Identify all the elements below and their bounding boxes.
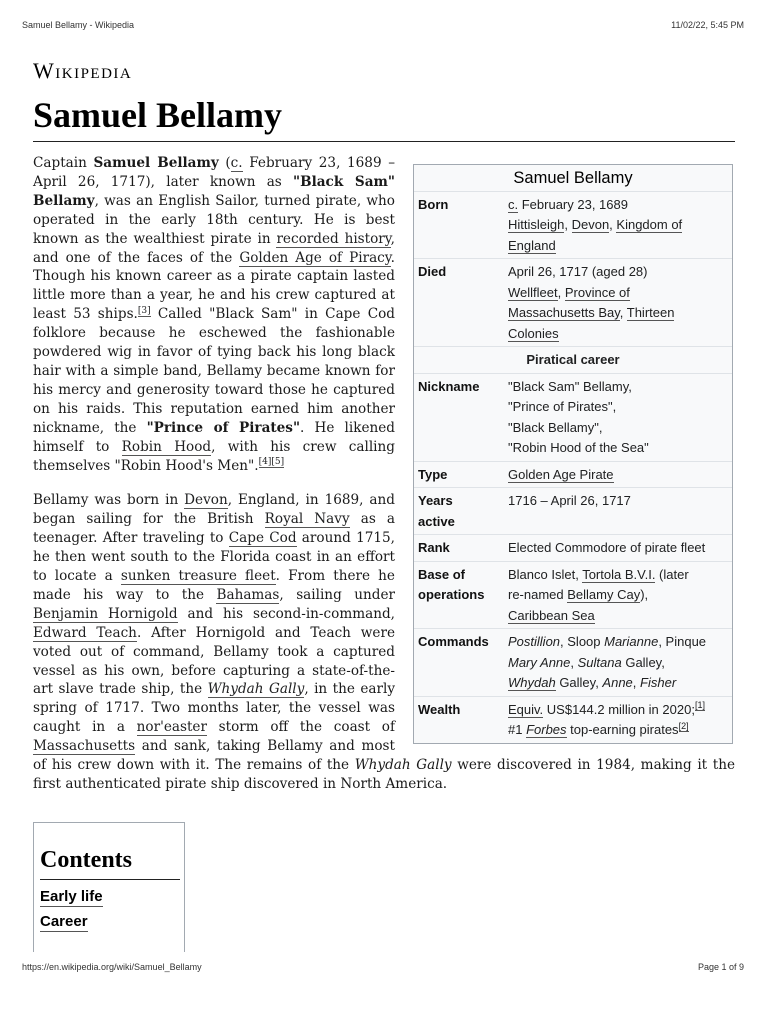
link-golden-age-of-piracy[interactable]: Golden Age of Piracy — [239, 249, 391, 266]
ref-2[interactable]: [2] — [678, 720, 689, 731]
ref-1[interactable]: [1] — [694, 700, 705, 711]
page-title: Samuel Bellamy — [33, 95, 282, 135]
toc-divider — [40, 879, 180, 880]
infobox-row-rank: Rank Elected Commodore of pirate fleet — [414, 534, 732, 561]
link-tortola[interactable]: Tortola B.V.I. — [582, 566, 656, 582]
toc-item-early-life[interactable]: Early life — [40, 888, 103, 905]
link-equiv[interactable]: Equiv. — [508, 701, 544, 717]
infobox-section-piratical-career: Piratical career — [414, 346, 732, 373]
link-province-of-massachusetts-bay[interactable]: Province of — [564, 284, 630, 300]
link-wellfleet[interactable]: Wellfleet — [508, 284, 558, 300]
infobox-row-years-active: Years active 1716 – April 26, 1717 — [414, 487, 732, 534]
table-of-contents — [33, 822, 185, 952]
link-province-of-massachusetts-bay-2[interactable]: Massachusetts Bay — [508, 305, 620, 320]
link-hittisleigh[interactable]: Hittisleigh — [508, 217, 565, 232]
early-paragraph: Bellamy was born in Devon, England, in 1689, and began sailing for the British Royal Navy as a teenager. After traveling to Cape Cod around 1715, he then went south to the Florida coast in an effort to locate a sunken treasure fleet. From there he made his way to the Bahamas, sailing under Benjamin Hornigold and his second-in-command, Edward Teach. After Hornigold and Teach were voted out of command, Bellamy took a captured vessel as his own, before capturing a state-of-the-art slave trade ship, the Whydah Gally, in the early spring of 1717. Two months later, the vessel was caught in a nor'easter storm off the coast of Massachusetts and sank, taking Bellamy and most of his crew down with it. The remains of the Whydah Gally were discovered in 1984, making it the first authenticated pirate ship discovered in North America. — [33, 492, 735, 792]
infobox-row-wealth: Wealth Equiv. US$144.2 million in 2020;[1] #1 Forbes top-earning pirates[2] — [414, 696, 732, 743]
infobox — [413, 164, 733, 744]
toc-item-career[interactable]: Career — [40, 913, 88, 930]
link-royal-navy[interactable]: Royal Navy — [264, 511, 350, 528]
link-massachusetts[interactable]: Massachusetts — [33, 738, 136, 755]
print-header — [22, 20, 744, 34]
link-devon-infobox[interactable]: Devon — [571, 217, 610, 232]
link-whydah-gally[interactable]: Whydah Gally — [207, 681, 305, 698]
link-benjamin-hornigold[interactable]: Benjamin Hornigold — [33, 605, 178, 622]
ref-3[interactable]: [3] — [137, 305, 151, 316]
ref-5[interactable]: [5] — [271, 456, 285, 467]
title-divider — [33, 141, 735, 142]
link-whydah[interactable]: Whydah — [508, 675, 556, 690]
link-circa-infobox[interactable]: c. — [508, 196, 519, 212]
link-forbes[interactable]: Forbes — [526, 722, 567, 737]
link-thirteen-colonies[interactable]: Thirteen — [626, 305, 675, 320]
link-noreaster[interactable]: nor'easter — [136, 719, 207, 736]
link-devon[interactable]: Devon — [184, 492, 228, 509]
infobox-row-born: Born c. February 23, 1689 Hittisleigh, Devon, Kingdom of England — [414, 191, 732, 259]
link-sunken-treasure-fleet[interactable]: sunken treasure fleet — [120, 568, 276, 585]
lead-paragraph: Captain Samuel Bellamy (c. February 23, 1689 – April 26, 1717), later known as "Black Sam" Bellamy, was an English Sailor, turned pirate, who operated in the early 18th century. He is best known as the wealthiest pirate in recorded history, and one of the faces of the Golden Age of Piracy. Though his known career as a pirate captain lasted little more than a year, he and his crew captured at least 53 ships.[3] Called "Black Sam" in Cape Cod folklore because he eschewed the fashionable powdered wig in favor of tying back his long black hair with a simple band, Bellamy became known for his mercy and generosity toward those he captured on his raids. This reputation earned him another nickname, the "Prince of Pirates". He likened himself to Robin Hood, with his crew calling themselves "Robin Hood's Men".[4][5] — [33, 155, 395, 474]
link-caribbean-sea[interactable]: Caribbean Sea — [508, 607, 595, 623]
infobox-row-nickname: Nickname "Black Sam" Bellamy, "Prince of Pirates", "Black Bellamy", "Robin Hood of the Sea" — [414, 373, 732, 461]
link-thirteen-colonies-2[interactable]: Colonies — [508, 325, 559, 341]
toc-title: Contents — [40, 847, 133, 873]
link-bellamy-cay[interactable]: Bellamy Cay — [567, 587, 641, 602]
link-edward-teach[interactable]: Edward Teach — [33, 624, 137, 641]
print-page-number: Page 1 of 9 — [697, 962, 744, 972]
infobox-row-died: Died April 26, 1717 (aged 28) Wellfleet, Province of Massachusetts Bay, Thirteen Colonies — [414, 258, 732, 346]
link-robin-hood[interactable]: Robin Hood — [121, 438, 212, 455]
link-cape-cod[interactable]: Cape Cod — [228, 530, 297, 547]
link-kingdom-of-england[interactable]: Kingdom of — [616, 217, 683, 232]
ref-4[interactable]: [4] — [258, 456, 272, 467]
infobox-row-commands: Commands Postillion, Sloop Marianne, Pinque Mary Anne, Sultana Galley, Whydah Galley, Anne, Fisher — [414, 628, 732, 696]
link-recorded-history[interactable]: recorded history — [276, 230, 391, 247]
link-bahamas[interactable]: Bahamas — [216, 586, 280, 603]
print-page-title: Samuel Bellamy - Wikipedia — [22, 20, 135, 30]
print-datetime: 11/02/22, 5:45 PM — [671, 20, 744, 30]
print-url: https://en.wikipedia.org/wiki/Samuel_Bellamy — [22, 962, 202, 972]
infobox-row-type: Type Golden Age Pirate — [414, 461, 732, 488]
wikipedia-wordmark[interactable]: Wikipedia — [33, 58, 133, 83]
link-golden-age-pirate[interactable]: Golden Age Pirate — [508, 466, 614, 482]
link-circa[interactable]: c. — [230, 155, 243, 171]
link-kingdom-of-england-2[interactable]: England — [508, 237, 556, 253]
infobox-row-base-of-operations: Base of operations Blanco Islet, Tortola B.V.I. (later re-named Bellamy Cay), Caribbean Sea — [414, 561, 732, 629]
print-footer — [22, 962, 744, 976]
infobox-caption: Samuel Bellamy — [513, 169, 633, 187]
